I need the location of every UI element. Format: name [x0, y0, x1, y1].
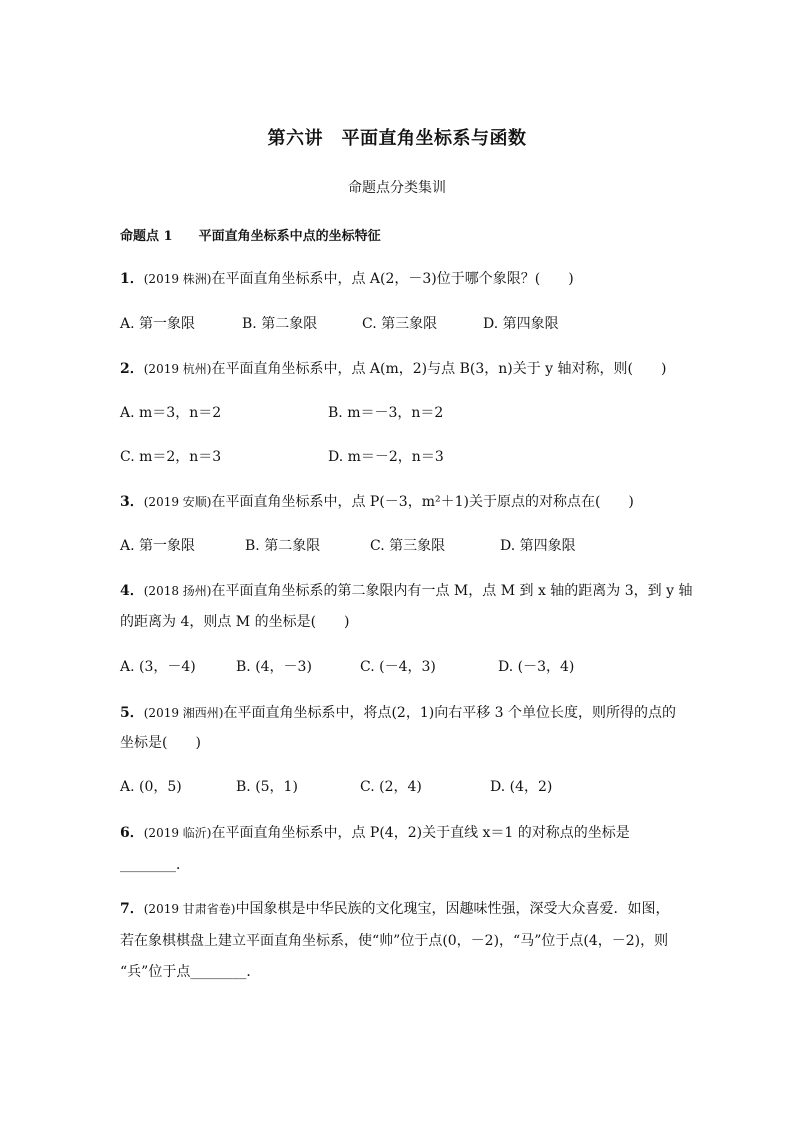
q3-option-c: C. 第三象限	[370, 538, 446, 554]
section-heading	[120, 225, 381, 244]
question-number: 4．	[120, 583, 144, 599]
q1-option-c: C. 第三象限	[362, 316, 438, 332]
q2-option-a: A. m＝3，n＝2	[120, 405, 222, 421]
question-4	[120, 580, 692, 600]
q1-option-a: A. 第一象限	[120, 316, 196, 332]
question-1	[120, 268, 574, 288]
section-text: 平面直角坐标系中点的坐标特征	[198, 229, 381, 244]
q4-option-c: C. (－4，3)	[360, 659, 436, 675]
q2-option-b: B. m＝－3，n＝2	[328, 405, 444, 421]
question-7	[120, 898, 669, 918]
question-source: (2019 株洲)	[143, 272, 212, 286]
question-number: 3．	[120, 494, 144, 510]
question-number: 5．	[120, 705, 144, 721]
question-text: 中国象棋是中华民族的文化瑰宝，因趣味性强，深受大众喜爱．如图，	[235, 901, 670, 917]
question-source: (2019 甘肃省卷)	[143, 902, 236, 916]
question-source: (2019 湘西州)	[143, 706, 224, 720]
question-5-continued: 坐标是( )	[120, 735, 201, 751]
q5-option-d: D. (4，2)	[490, 779, 553, 795]
section-label: 命题点 1	[120, 229, 173, 244]
question-4-continued: 的距离为 4，则点 M 的坐标是( )	[120, 614, 350, 630]
question-3	[120, 491, 634, 511]
q1-option-b: B. 第二象限	[242, 316, 318, 332]
q4-option-a: A. (3，－4)	[120, 659, 196, 675]
question-source: (2019 临沂)	[143, 826, 212, 840]
question-text: 在平面直角坐标系中，点 A(m，2)与点 B(3，n)关于 y 轴对称，则( )	[211, 361, 667, 377]
question-7-continued: 若在象棋棋盘上建立平面直角坐标系，使“帅”位于点(0，－2)，“马”位于点(4，－2)，则	[120, 933, 669, 949]
question-number: 6．	[120, 825, 144, 841]
question-6-answer-blank: ________．	[120, 857, 190, 873]
question-number: 7．	[120, 901, 144, 917]
q5-option-c: C. (2，4)	[360, 779, 422, 795]
question-number: 2．	[120, 361, 144, 377]
question-7-answer-line: “兵”位于点________．	[120, 964, 261, 980]
q3-option-b: B. 第二象限	[245, 538, 321, 554]
question-6	[120, 822, 630, 842]
question-source: (2019 杭州)	[143, 362, 212, 376]
question-source: (2018 扬州)	[143, 584, 212, 598]
q4-option-b: B. (4，－3)	[236, 659, 312, 675]
q5-option-a: A. (0，5)	[120, 779, 182, 795]
question-text: 在平面直角坐标系中，将点(2，1)向右平移 3 个单位长度，则所得的点的	[223, 705, 677, 721]
q5-option-b: B. (5，1)	[236, 779, 298, 795]
question-text: 在平面直角坐标系的第二象限内有一点 M，点 M 到 x 轴的距离为 3，到 y 轴	[211, 583, 693, 599]
q1-option-d: D. 第四象限	[483, 316, 559, 332]
q2-option-d: D. m＝－2，n＝3	[328, 449, 444, 465]
q3-option-d: D. 第四象限	[500, 538, 576, 554]
question-number: 1．	[120, 271, 144, 287]
q2-option-c: C. m＝2，n＝3	[120, 449, 222, 465]
page-title: 第六讲 平面直角坐标系与函数	[267, 128, 527, 149]
question-source: (2019 安顺)	[143, 495, 212, 509]
question-5	[120, 702, 676, 722]
question-text: 在平面直角坐标系中，点 A(2，－3)位于哪个象限？( )	[211, 271, 574, 287]
question-text: 在平面直角坐标系中，点 P(－3，m²＋1)关于原点的对称点在( )	[211, 494, 634, 510]
q4-option-d: D. (－3，4)	[498, 659, 575, 675]
question-text: 在平面直角坐标系中，点 P(4，2)关于直线 x＝1 的对称点的坐标是	[211, 825, 630, 841]
question-2	[120, 358, 666, 378]
page-subtitle: 命题点分类集训	[348, 180, 446, 196]
q3-option-a: A. 第一象限	[120, 538, 196, 554]
